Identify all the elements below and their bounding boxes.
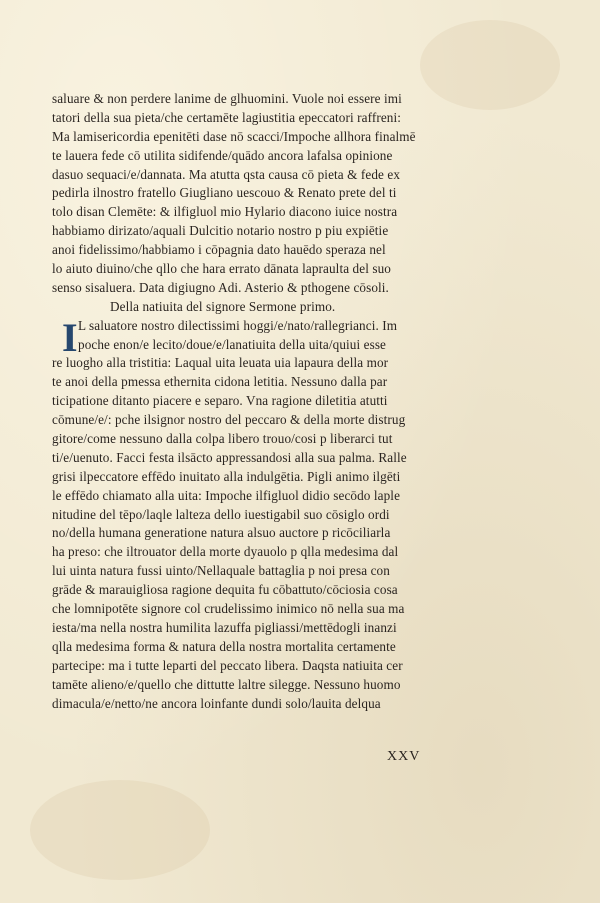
text-section-before-heading bbox=[52, 90, 472, 298]
text-line: che lomnipotēte signore col crudelissimo inimico nō nella sua ma bbox=[52, 601, 405, 617]
text-line: le effēdo chiamato alla uita: Impoche ilfigluol didio secōdo laple bbox=[52, 487, 401, 503]
text-section-after-heading bbox=[52, 317, 472, 714]
text-line: nitudine del tēpo/laqle lalteza dello iuestigabil suo cōsiglo ordi bbox=[52, 506, 390, 522]
text-line: dasuo sequaci/e/dannata. Ma atutta qsta causa cō pieta & fede ex bbox=[52, 166, 401, 182]
text-line: tatori della sua pieta/che certamēte lagiustitia epeccatori raffreni: bbox=[52, 109, 401, 125]
text-line: partecipe: ma i tutte leparti del peccato libera. Daqsta natiuita cer bbox=[52, 657, 403, 673]
text-line: grāde & marauigliosa ragione dequita fu cōbattuto/cōciosia cosa bbox=[52, 582, 398, 598]
text-line: re luogho alla tristitia: Laqual uita leuata uia lapaura della mor bbox=[52, 355, 389, 371]
text-line: qlla medesima forma & natura della nostra mortalita certamente bbox=[52, 638, 396, 654]
sermon-heading: Della natiuita del signore Sermone primo. bbox=[110, 298, 336, 314]
text-line: dimacula/e/netto/ne ancora loinfante dundi solo/lauita delqua bbox=[52, 695, 381, 711]
text-block bbox=[52, 90, 472, 713]
text-line: ha preso: che iltrouator della morte dyauolo p qlla medesima dal bbox=[52, 544, 399, 560]
text-line: iesta/ma nella nostra humilita lazuffa pigliassi/mettēdogli inanzi bbox=[52, 619, 397, 635]
text-line: senso sisaluera. Data digiugno Adi. Asterio & pthogene cōsoli. bbox=[52, 279, 389, 295]
page-number: XXV bbox=[387, 749, 421, 764]
text-line: grisi ilpeccatore effēdo inuitato alla indulgētia. Pigli animo ilgēti bbox=[52, 468, 401, 484]
text-line: saluare & non perdere lanime de glhuomini. Vuole noi essere imi bbox=[52, 91, 402, 106]
text-line: no/della humana generatione natura alsuo auctore p ricōciliarla bbox=[52, 525, 391, 541]
text-line: cōmune/e/: pche ilsignor nostro del peccaro & della morte distrug bbox=[52, 412, 406, 428]
text-line: lo aiuto diuino/che qllo che hara errato dānata lapraulta del suo bbox=[52, 261, 391, 277]
page-stain bbox=[30, 780, 210, 880]
text-line: habbiamo dirizato/aquali Dulcitio notario nostro p piu expiētie bbox=[52, 223, 389, 239]
text-line: ti/e/uenuto. Facci festa ilsācto appressandosi alla sua palma. Ralle bbox=[52, 449, 407, 465]
text-line: te anoi della pmessa ethernita cidona letitia. Nessuno dalla par bbox=[52, 374, 388, 390]
illuminated-initial: I bbox=[62, 315, 78, 360]
text-line: pedirla ilnostro fratello Giugliano uescouo & Renato prete del ti bbox=[52, 185, 397, 201]
text-line: lui uinta natura fussi uinto/Nellaquale battaglia p noi presa con bbox=[52, 563, 390, 579]
text-line: Ma lamisericordia epenitēti dase nō scacci/Impoche allhora finalmē bbox=[52, 128, 416, 144]
text-line: te lauera fede cō utilita sidifende/quādo ancora lafalsa opinione bbox=[52, 147, 393, 163]
text-line: tolo disan Clemēte: & ilfigluol mio Hylario diacono iuice nostra bbox=[52, 204, 398, 220]
text-line: ticipatione ditanto piacere e separo. Vna ragione diletitia atutti bbox=[52, 393, 388, 409]
text-line: L saluatore nostro dilectissimi hoggi/e/nato/rallegrianci. Im bbox=[78, 317, 398, 333]
text-line: tamēte alieno/e/quello che dittutte laltre silegge. Nessuno huomo bbox=[52, 676, 401, 692]
text-line: anoi fidelissimo/habbiamo i cōpagnia dato hauēdo speraza nel bbox=[52, 242, 386, 258]
text-line: poche enon/e lecito/doue/e/lanatiuita della uita/quiui esse bbox=[78, 336, 387, 352]
text-line: gitore/come nessuno dalla colpa libero trouo/cosi p liberarci tut bbox=[52, 431, 393, 447]
